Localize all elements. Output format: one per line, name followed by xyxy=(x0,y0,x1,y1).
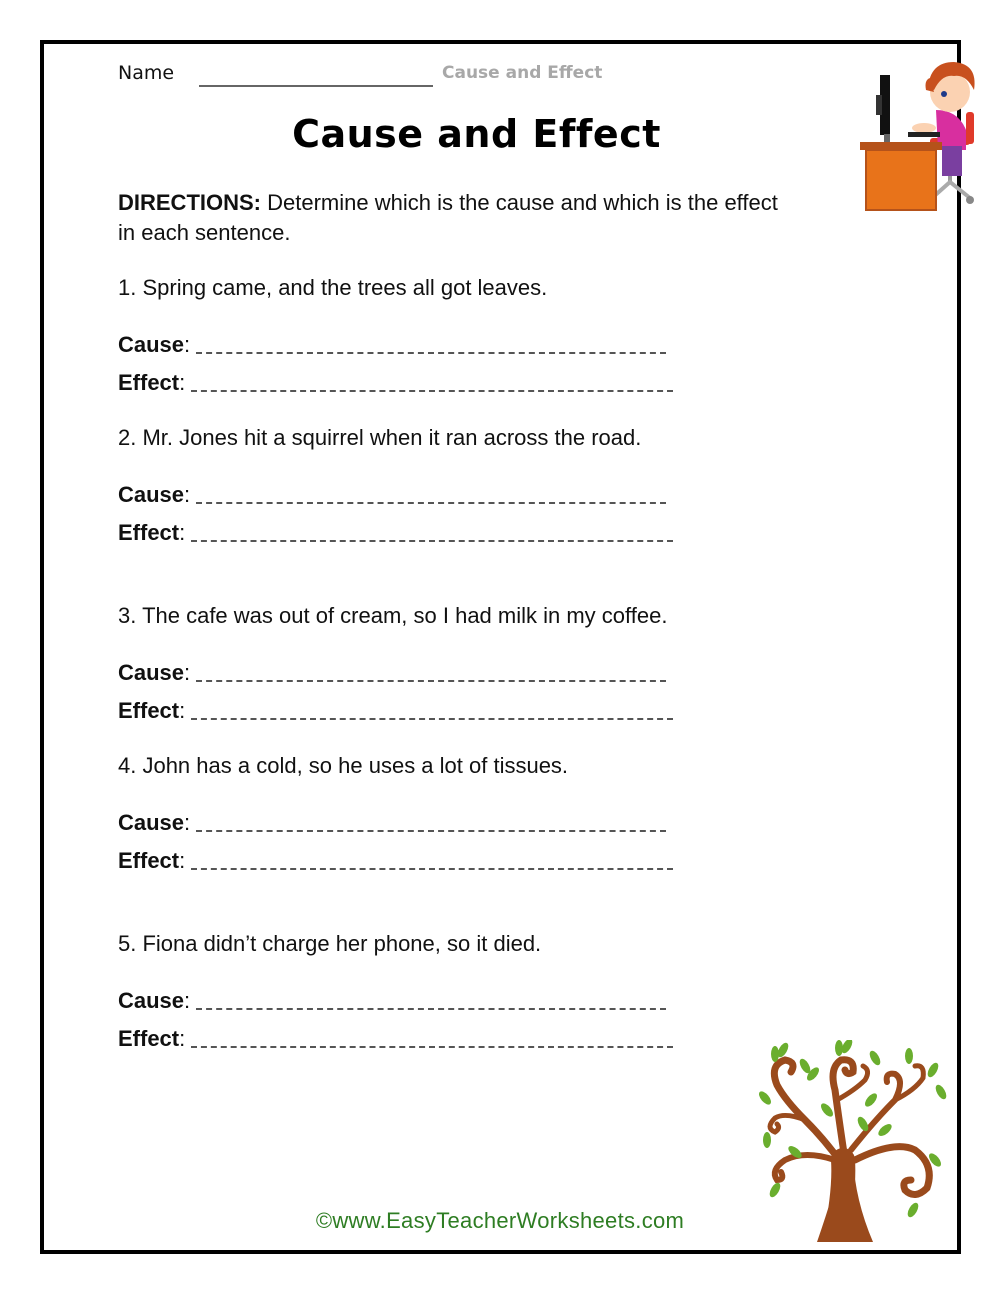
cause-row-1[interactable] xyxy=(118,328,666,358)
girl-at-computer-icon xyxy=(858,50,980,215)
cause-row-4[interactable] xyxy=(118,806,666,836)
effect-answer-line[interactable] xyxy=(191,718,673,720)
effect-answer-line[interactable] xyxy=(191,1046,673,1048)
worksheet-title: Cause and Effect xyxy=(292,112,661,156)
effect-answer-line[interactable] xyxy=(191,540,673,542)
cause-answer-line[interactable] xyxy=(196,1008,666,1010)
effect-row-4[interactable] xyxy=(118,844,673,874)
directions-text: Determine which is the cause and which is the effect in each sentence. xyxy=(118,190,778,245)
cause-answer-line[interactable] xyxy=(196,680,666,682)
cause-answer-line[interactable] xyxy=(196,830,666,832)
question-4: 4. John has a cold, so he uses a lot of tissues. xyxy=(118,753,569,778)
effect-label: Effect: xyxy=(118,370,186,395)
effect-row-2[interactable] xyxy=(118,516,673,546)
effect-row-1[interactable] xyxy=(118,366,673,396)
directions-label: DIRECTIONS: xyxy=(118,190,261,215)
effect-answer-line[interactable] xyxy=(191,868,673,870)
directions xyxy=(118,188,798,248)
effect-label: Effect: xyxy=(118,848,186,873)
question-3: 3. The cafe was out of cream, so I had milk in my coffee. xyxy=(118,603,668,628)
copyright-footer: ©www.EasyTeacherWorksheets.com xyxy=(315,1208,685,1233)
question-1: 1. Spring came, and the trees all got leaves. xyxy=(118,275,548,300)
name-label: Name xyxy=(118,62,175,84)
effect-label: Effect: xyxy=(118,1026,186,1051)
cause-label: Cause: xyxy=(118,810,191,835)
cause-row-5[interactable] xyxy=(118,984,666,1014)
cause-answer-line[interactable] xyxy=(196,352,666,354)
cause-label: Cause: xyxy=(118,660,191,685)
header-tag: Cause and Effect xyxy=(442,63,603,83)
question-2: 2. Mr. Jones hit a squirrel when it ran across the road. xyxy=(118,425,642,450)
cause-label: Cause: xyxy=(118,332,191,357)
cause-row-3[interactable] xyxy=(118,656,666,686)
cause-answer-line[interactable] xyxy=(196,502,666,504)
effect-row-3[interactable] xyxy=(118,694,673,724)
cause-row-2[interactable] xyxy=(118,478,666,508)
effect-label: Effect: xyxy=(118,698,186,723)
effect-row-5[interactable] xyxy=(118,1022,673,1052)
effect-label: Effect: xyxy=(118,520,186,545)
effect-answer-line[interactable] xyxy=(191,390,673,392)
question-5: 5. Fiona didn’t charge her phone, so it died. xyxy=(118,931,542,956)
cause-label: Cause: xyxy=(118,482,191,507)
name-input-line[interactable] xyxy=(199,85,433,87)
cause-label: Cause: xyxy=(118,988,191,1013)
